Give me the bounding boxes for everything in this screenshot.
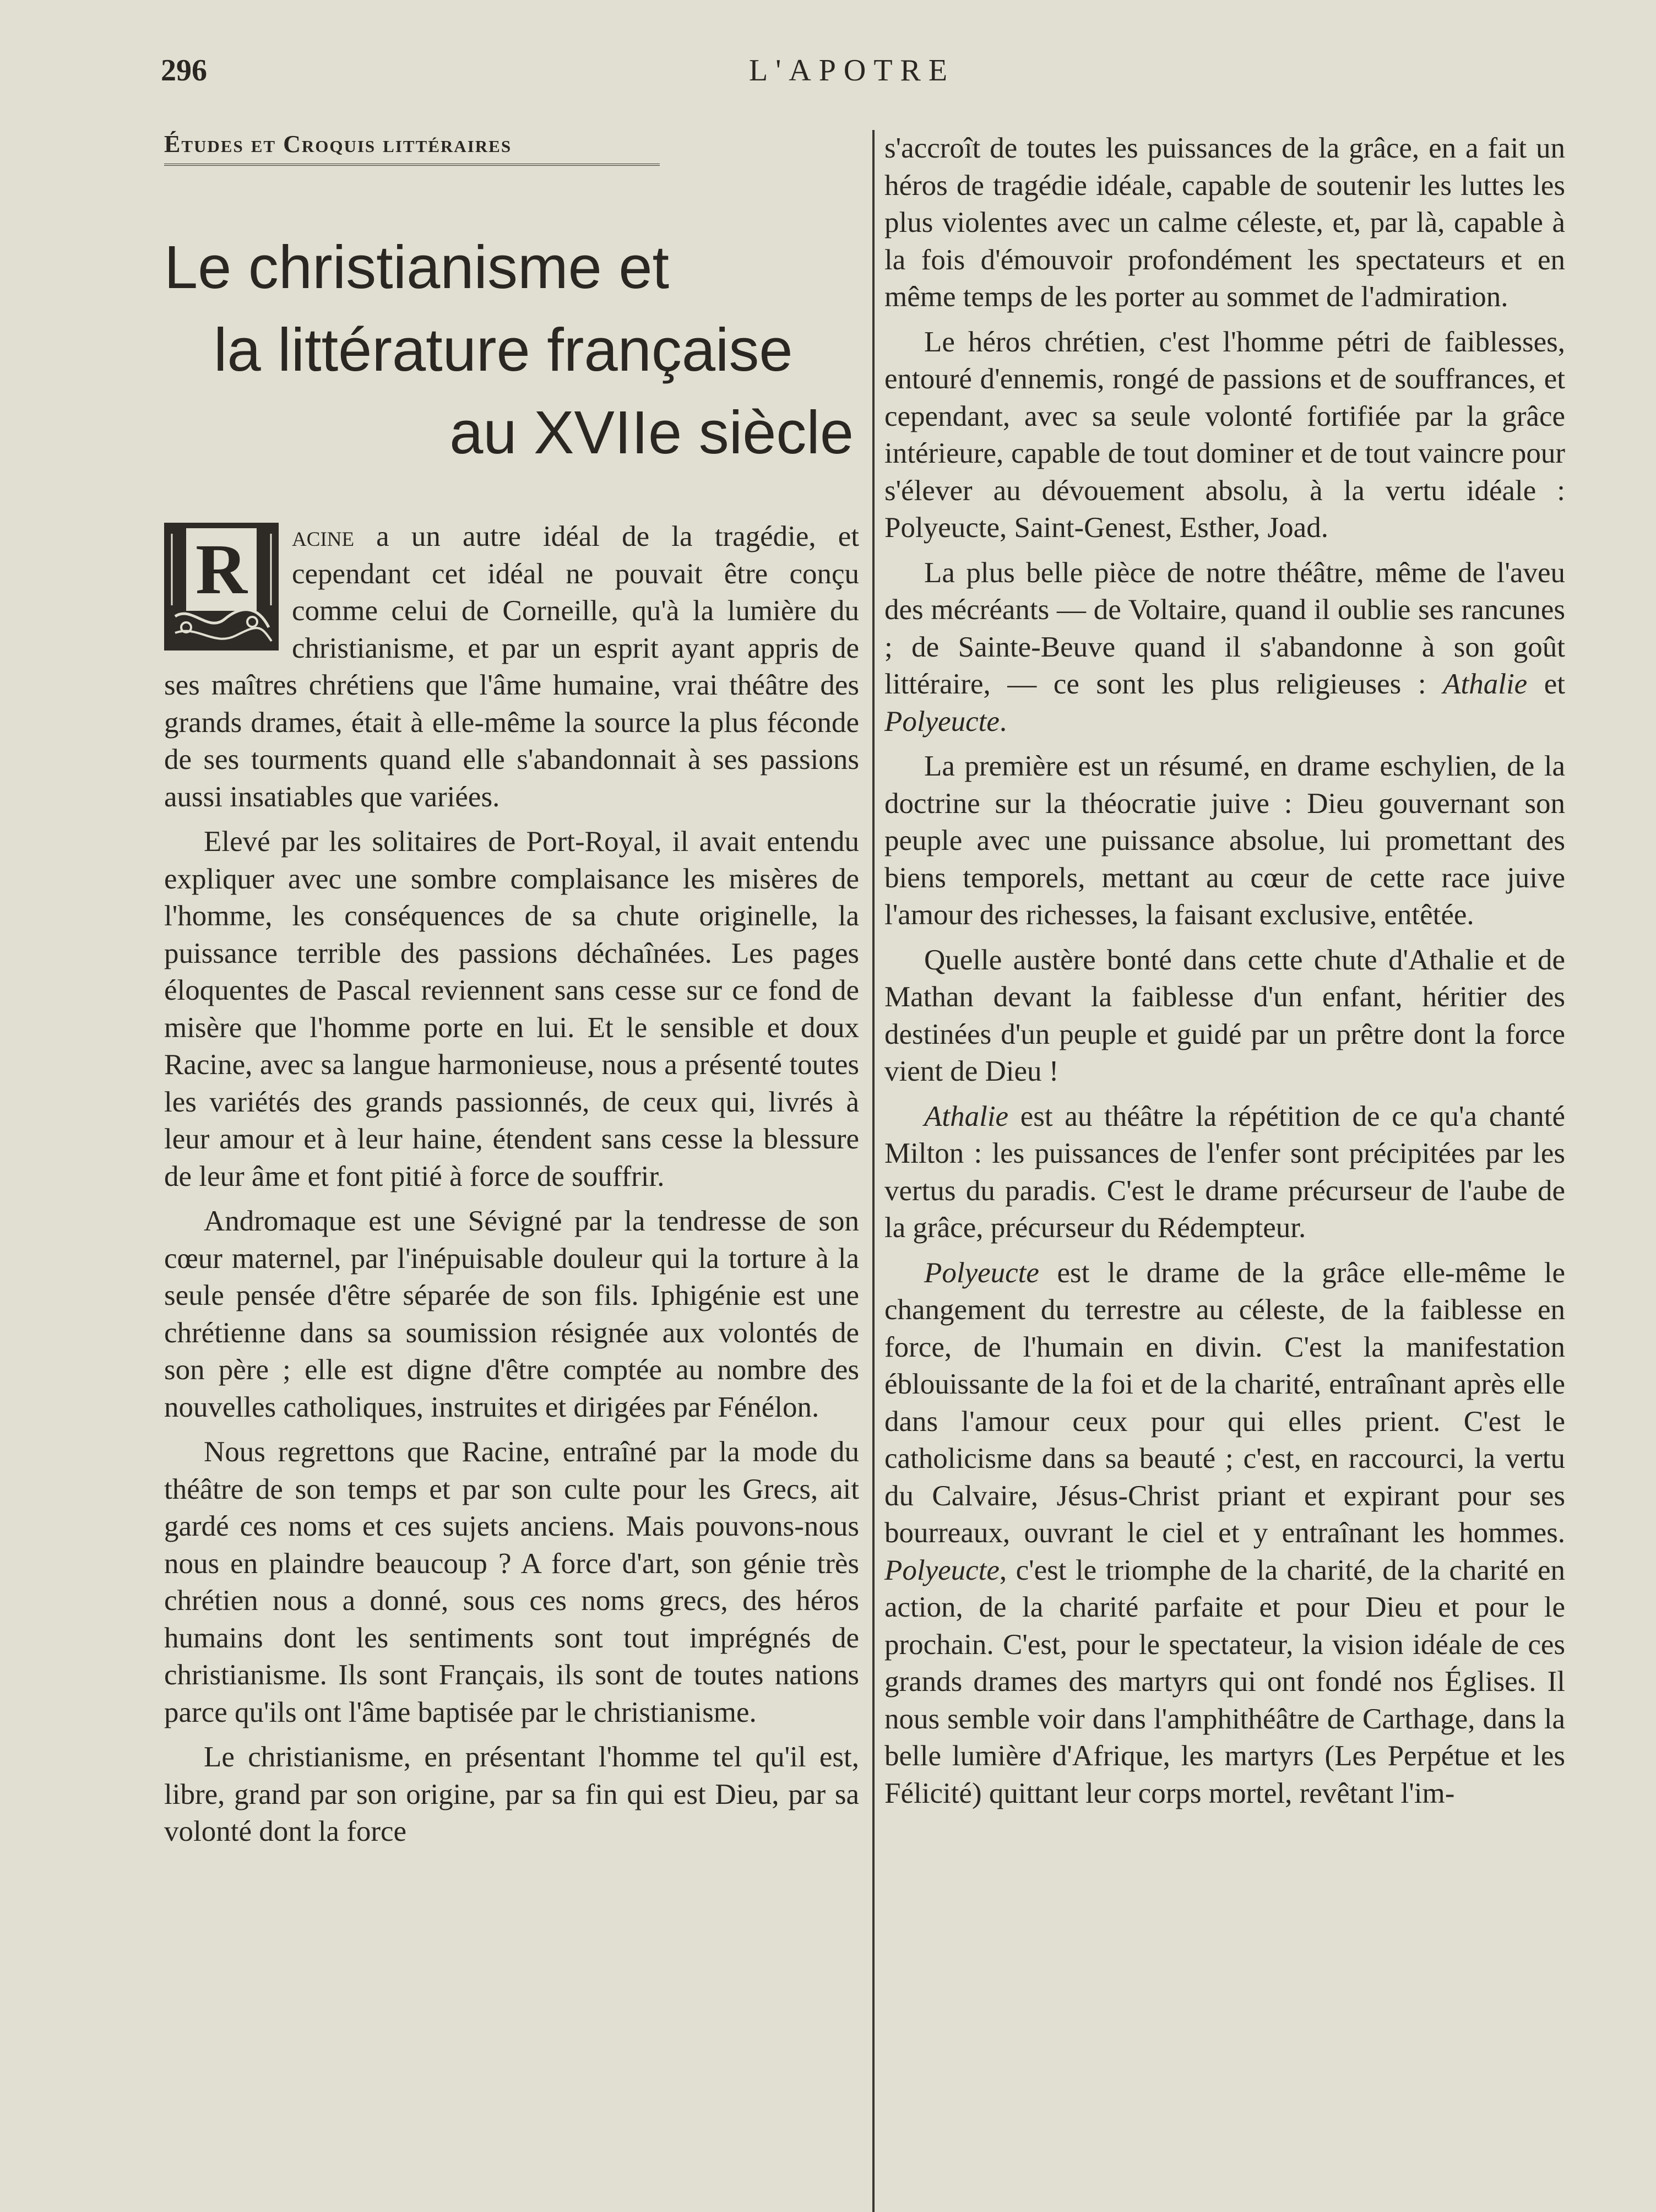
left-column <box>164 130 859 1851</box>
paragraph: Elevé par les solitaires de Port-Royal, il avait entendu expliquer avec une sombre complaisance les misères de l'homme, les conséquences de sa chute originelle, la puissance terrible des passions déchaînées. Les pages éloquentes de Pascal reviennent sans cesse sur ce fond de misère que l'homme porte en lui. Et le sensible et doux Racine, avec sa langue harmonieuse, nous a présenté toutes les variétés des grands passionnés, de ceux qui, livrés à leur amour et à leur haine, étendent sans cesse la blessure de leur âme et font pitié à force de souffrir. <box>164 826 859 1192</box>
title-line-1: Le christianisme et <box>164 234 670 301</box>
paragraph-text: est au théâtre la répétition de ce qu'a chanté Milton : les puissances de l'enfer sont précipitées par les vertus du paradis. C'est le drame précurseur de l'aube de la grâce, précurseur du Rédempteur. <box>884 1100 1565 1244</box>
title-line-2: la littérature française <box>214 316 793 384</box>
paragraph: Nous regrettons que Racine, entraîné par la mode du théâtre de son temps et par son culte pour les Grecs, ait gardé ces noms et ces sujets anciens. Mais pouvons-nous nous en plaindre beaucoup ? A force d'art, son génie très chrétien nous a donné, sous ces noms grecs, des héros humains dont les sentiments sont tout imprégnés de christianisme. Ils sont Français, ils sont de toutes nations parce qu'ils ont l'âme baptisée par le christianisme. <box>164 1436 859 1728</box>
paragraph-text: est le drame de la grâce elle-même le changement du terrestre au céleste, de la faiblesse en force, de l'humain en divin. C'est la manifestation éblouissante de la foi et de la charité, entraînant après elle dans l'amour ceux pour qui elles prient. C'est le catholicisme dans sa beauté ; c'est, en raccourci, la vertu du Calvaire, Jésus-Christ priant et expirant pour ses bourreaux, ouvrant le ciel et y entraînant les hommes. <box>884 1256 1565 1549</box>
page-header <box>0 53 1656 97</box>
paragraph: Quelle austère bonté dans cette chute d'Athalie et de Mathan devant la faiblesse d'un enfant, héritier des destinées d'un peuple et guidé par un prêtre dont la force vient de Dieu ! <box>884 944 1565 1087</box>
dropcap-letter: R <box>186 528 257 611</box>
right-column <box>884 130 1565 1812</box>
play-title: Athalie <box>924 1100 1009 1132</box>
paragraph-text: La plus belle pièce de notre théâtre, même de l'aveu des mécréants — de Voltaire, quand il oublie ses rancunes ; de Sainte-Beuve quand il s'abandonne à son goût littéraire, — ce sont les plus religieuses : <box>884 556 1565 700</box>
paragraph <box>884 555 1565 741</box>
paragraph <box>884 1255 1565 1813</box>
paragraph-lead: acine <box>292 521 355 552</box>
play-title: Polyeucte <box>884 1554 1000 1586</box>
paragraph <box>884 1098 1565 1247</box>
paragraph: s'accroît de toutes les puissances de la grâce, en a fait un héros de tragédie idéale, capable de soutenir les luttes les plus violentes avec un calme céleste, et, par là, capable à la fois d'émouvoir profondément les spectateurs et en même temps de les porter au sommet de l'admiration. <box>884 132 1565 313</box>
running-title: L'APOTRE <box>749 53 955 88</box>
paragraph: La première est un résumé, en drame eschylien, de la doctrine sur la théocratie juive : Dieu gouvernant son peuple avec une puissance absolue, lui promettant des biens temporels, mettant au cœur de cette race juive l'amour des richesses, la faisant exclusive, entêtée. <box>884 750 1565 931</box>
play-title: Athalie <box>1443 668 1528 700</box>
dropcap-ornament <box>164 523 279 650</box>
paragraph-text: , c'est le triomphe de la charité, de la charité en action, de la charité parfaite et pour Dieu et pour le prochain. C'est, pour le spectateur, la vision idéale de ces grands drames des martyrs qui ont fondé nos Églises. Il nous semble voir dans l'amphithéâtre de Carthage, dans la belle lumière d'Afrique, les martyrs (Les Perpétue et les Félicité) quittant leur corps mortel, revêtant l'im- <box>884 1554 1565 1809</box>
section-label: Études et Croquis littéraires <box>164 130 660 166</box>
play-title: Polyeucte <box>884 705 1000 738</box>
paragraph: Andromaque est une Sévigné par la tendresse de son cœur maternel, par l'inépuisable douleur qui la torture à la seule pensée d'être séparée de son fils. Iphigénie est une chrétienne dans sa soumission résignée aux volontés de son père ; elle est digne d'être comptée au nombre des nouvelles catholiques, instruites et dirigées par Fénélon. <box>164 1205 859 1423</box>
article-title <box>164 226 859 474</box>
play-title: Polyeucte <box>924 1256 1039 1289</box>
column-divider <box>872 130 875 2212</box>
paragraph-text: . <box>999 705 1007 738</box>
title-line-3: au XVIIe siècle <box>449 399 854 467</box>
paragraph: Le héros chrétien, c'est l'homme pétri de faiblesses, entouré d'ennemis, rongé de passions et de souffrances, et cependant, avec sa seule volonté fortifiée par la grâce intérieure, capable de tout dominer et de tout vaincre pour s'élever au dévouement absolu, à la vertu idéale : Polyeucte, Saint-Genest, Esther, Joad. <box>884 326 1565 544</box>
paragraph: Le christianisme, en présentant l'homme tel qu'il est, libre, grand par son origine, par sa fin qui est Dieu, par sa volonté dont la force <box>164 1741 859 1847</box>
paragraph-text: et <box>1527 668 1565 700</box>
page-number: 296 <box>161 53 207 88</box>
paragraph <box>164 518 859 816</box>
paragraph-text: a un autre idéal de la tragédie, et cependant cet idéal ne pouvait être conçu comme celui de Corneille, qu'à la lumière du christianisme, et par un esprit ayant appris de ses maîtres chrétiens que l'âme humaine, vrai théâtre des grands drames, était à elle-même la source la plus féconde de ses tourments quand elle s'abandonnait à ses passions aussi insatiables que variées. <box>164 521 859 813</box>
